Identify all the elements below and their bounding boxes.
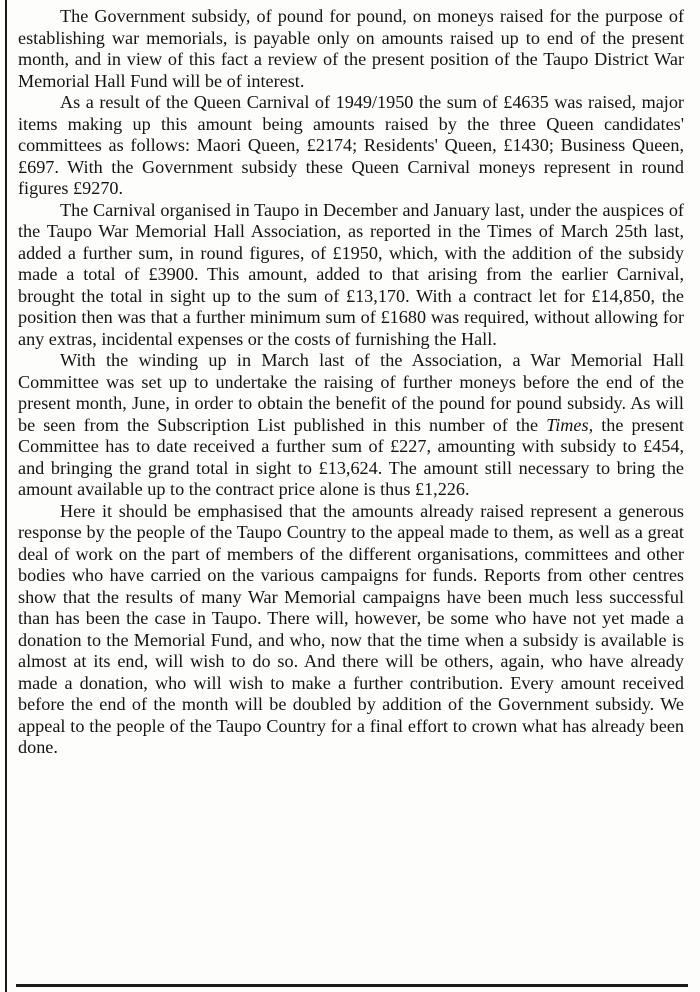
paragraph-second-carnival: The Carnival organised in Taupo in December and January last, under the auspices of the Taupo War Memorial Hall Association, as reported in the Times of March 25th last, added a further sum, in round figures, of £1950, which, with the addition of the subsidy made a total of £3900. This amount, added to that arising from the earlier Carnival, brought the total in sight up to the sum of £13,170. With a contract let for £14,850, the position then was that a further minimum sum of £1680 was required, without allowing for any extras, incidental expenses or the costs of furnishing the Hall. [18,199,684,349]
editorial-article [18,6,684,759]
times-newspaper-name: Times, [546,414,594,435]
paragraph-appeal: Here it should be emphasised that the amounts already raised represent a generous response by the people of the Taupo Country to the appeal made to them, as well as a great deal of work on the part of members of the different organisations, committees and other bodies who have carried on the various campaigns for funds. Reports from other centres show that the results of many War Memorial campaigns have been much less successful than has been the case in Taupo. There will, however, be some who have not yet made a donation to the Memorial Fund, and who, now that the time when a subsidy is available is almost at its end, will wish to do so. And there will be others, again, who have already made a donation, who will wish to make a further contribution. Every amount received before the end of the month will be doubled by addition of the Government subsidy. We appeal to the people of the Taupo Country for a final effort to crown what has already been done. [18,500,684,757]
column-rule-bottom [16,984,688,987]
paragraph-subsidy-intro: The Government subsidy, of pound for pound, on moneys raised for the purpose of establishing war memorials, is payable only on amounts raised up to end of the present month, and in view of this fact a review of the present position of the Taupo District War Memorial Hall Fund will be of interest. [18,6,684,91]
paragraph-queen-carnival: As a result of the Queen Carnival of 1949/1950 the sum of £4635 was raised, major items making up this amount being amounts raised by the three Queen candidates' committees as follows: Maori Queen, £2174; Residents' Queen, £1430; Business Queen, £697. With the Government subsidy these Queen Carnival moneys represent in round figures £9270. [18,92,684,198]
paragraph-committee [18,350,684,501]
paragraph-committee-text-a: With the winding up in March last of the Association, a War Memorial Hall Committee was set up to undertake the raising of further moneys before the end of the present month, June, in order to obtain the benefit of the pound for pound subsidy. As will be seen from the Subscription List published in this number of the [18,350,684,435]
column-rule-left [5,0,7,992]
paragraph-committee-text-b: the present Committee has to date received a further sum of £227, amounting with subsidy to £454, and bringing the grand total in sight to £13,624. The amount still necessary to bring the amount available up to the contract price alone is thus £1,226. [18,414,684,499]
